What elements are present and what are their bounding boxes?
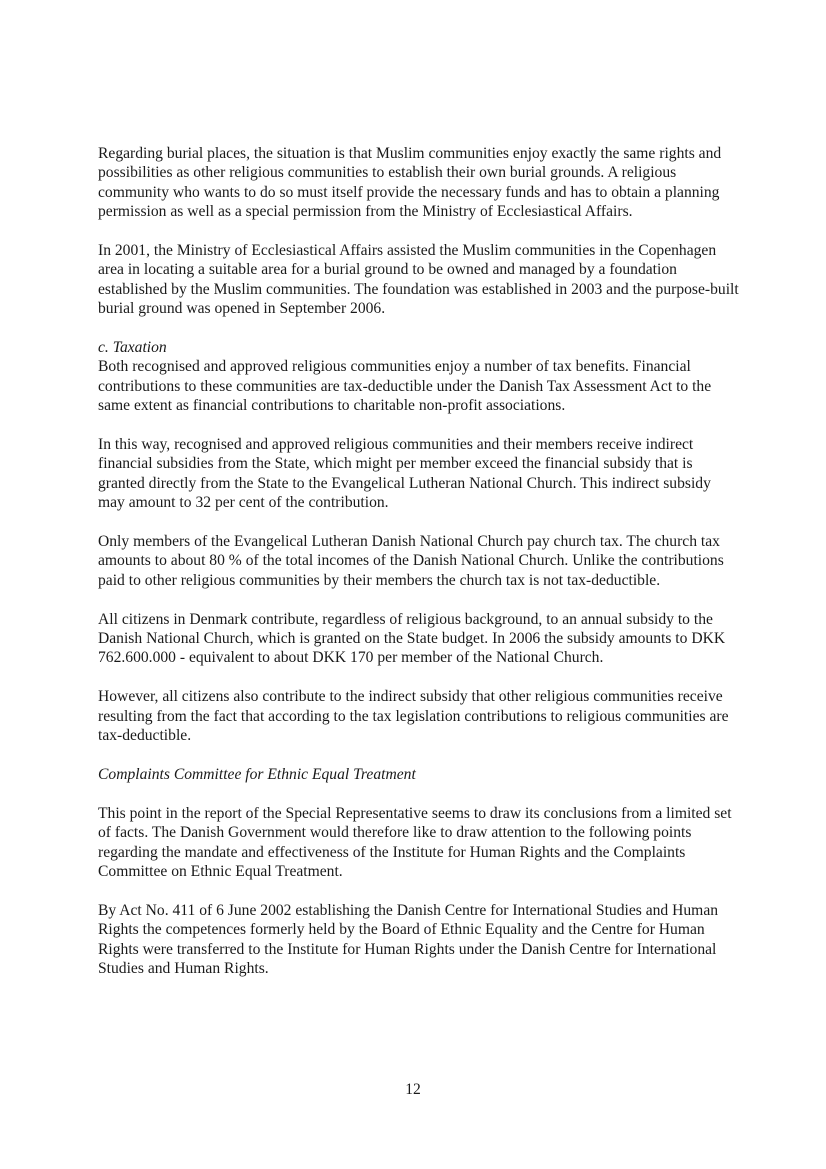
paragraph-annual-subsidy: All citizens in Denmark contribute, regardless of religious background, to an annual subsidy to the Danish National Church, which is granted on the State budget. In 2006 the subsidy amounts to DKK 762.600.000 - equivalent to about DKK 170 per member of the National Church.: [98, 610, 726, 667]
page-number: 12: [405, 1081, 421, 1098]
paragraph-tax-benefits: Both recognised and approved religious communities enjoy a number of tax benefits. Financial contributions to these communities are tax-deductible under the Danish Tax Assessment Act to the same extent as financial contributions to charitable non-profit associations.: [98, 358, 712, 415]
paragraph-church-tax: Only members of the Evangelical Lutheran Danish National Church pay church tax. The church tax amounts to about 80 % of the total incomes of the Danish National Church. Unlike the contributions paid to other religious communities by their members the church tax is not tax-deductible.: [98, 533, 724, 589]
section-heading-complaints-committee: Complaints Committee for Ethnic Equal Treatment: [98, 765, 416, 783]
paragraph-indirect-subsidy-contribution: However, all citizens also contribute to the indirect subsidy that other religious communities receive resulting from the fact that according to the tax legislation contributions to religious communities are tax-deductible.: [98, 688, 729, 745]
paragraph-special-representative: This point in the report of the Special Representative seems to draw its conclusions from a limited set of facts. The Danish Government would therefore like to draw attention to the following points regarding the mandate and effectiveness of the Institute for Human Rights and the Complaints Committee on Ethnic Equal Treatment.: [98, 804, 732, 880]
section-heading-taxation: c. Taxation: [98, 339, 167, 357]
paragraph-burial-ground-copenhagen: In 2001, the Ministry of Ecclesiastical Affairs assisted the Muslim communities in the Copenhagen area in locating a suitable area for a burial ground to be owned and managed by a foundation established by the Muslim communities. The foundation was established in 2003 and the purpose-built burial ground was opened in September 2006.: [98, 242, 739, 318]
page-body: [98, 144, 740, 978]
paragraph-indirect-subsidies: In this way, recognised and approved religious communities and their members receive indirect financial subsidies from the State, which might per member exceed the financial subsidy that is granted directly from the State to the Evangelical Lutheran National Church. This indirect subsidy may amount to 32 per cent of the contribution.: [98, 436, 711, 512]
paragraph-act-411: By Act No. 411 of 6 June 2002 establishing the Danish Centre for International Studies and Human Rights the competences formerly held by the Board of Ethnic Equality and the Centre for Human Rights were transferred to the Institute for Human Rights under the Danish Centre for International Studies and Human Rights.: [98, 901, 719, 977]
paragraph-burial-places: Regarding burial places, the situation is that Muslim communities enjoy exactly the same rights and possibilities as other religious communities to establish their own burial grounds. A religious community who wants to do so must itself provide the necessary funds and has to obtain a planning permission as well as a special permission from the Ministry of Ecclesiastical Affairs.: [98, 145, 722, 221]
